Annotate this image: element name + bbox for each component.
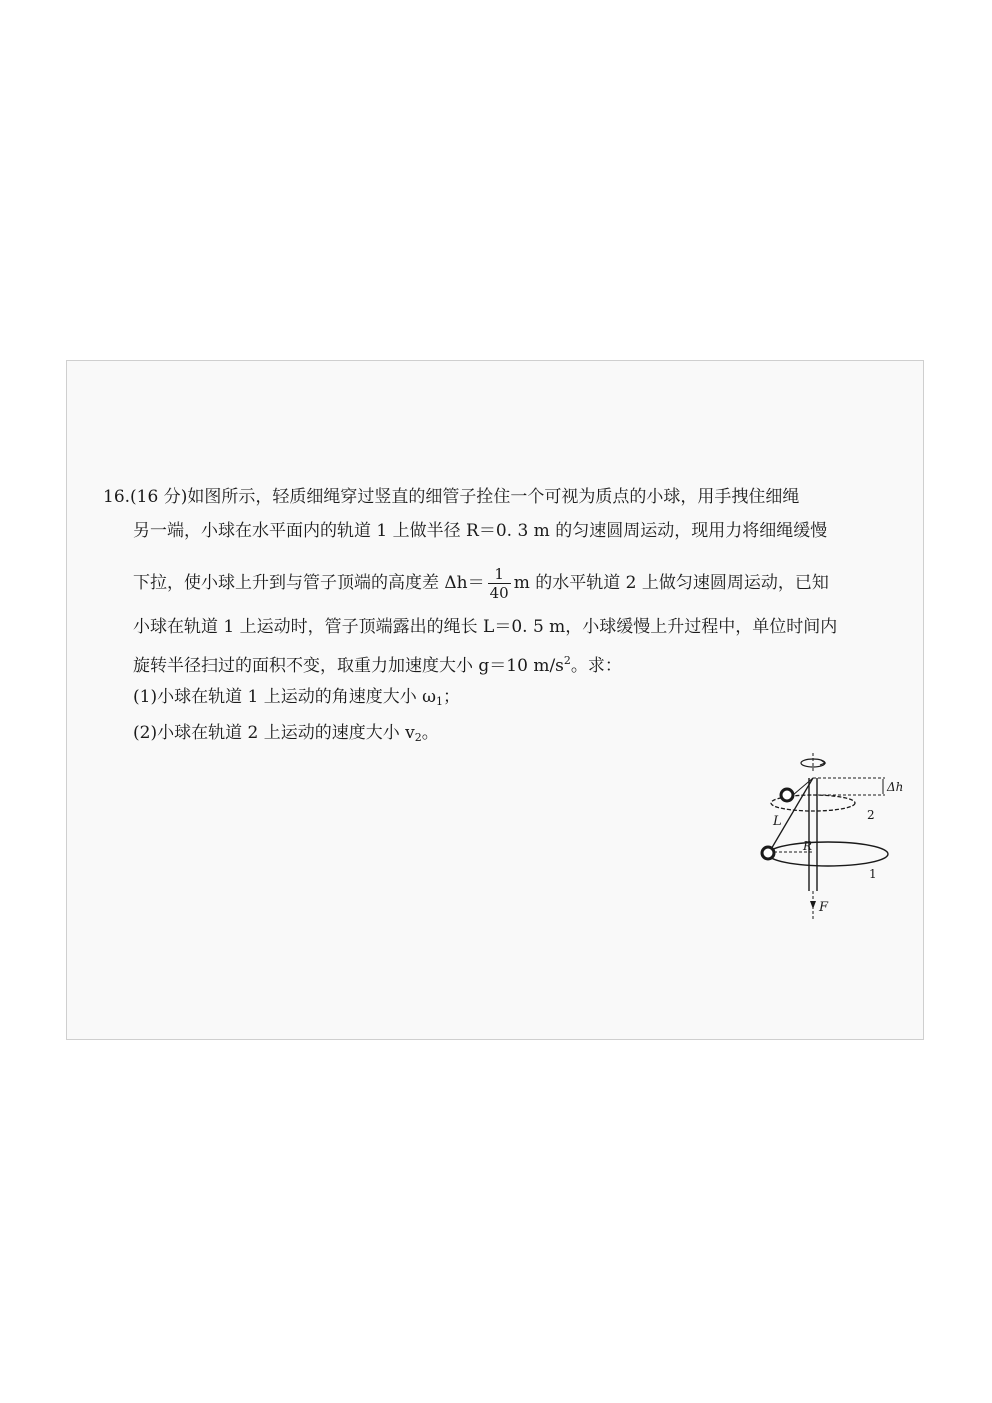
part-1-text: (1)小球在轨道 1 上运动的角速度大小 ω [133,687,436,707]
string-to-ball-2 [793,778,813,795]
part-1-subscript: 1 [435,695,443,708]
ball-orbit-1 [762,847,774,859]
label-F: F [819,900,829,915]
orbit-1 [768,842,888,866]
part-2 [133,721,439,750]
force-arrowhead [810,901,816,909]
label-dh: Δh [887,780,904,794]
question-line-1 [103,485,799,509]
part-2-text: (2)小球在轨道 2 上运动的速度大小 v [133,723,415,743]
question-card [66,360,924,1040]
label-R: R [803,839,813,853]
question-line-5 [133,649,622,678]
part-1-end: ； [442,687,460,707]
label-orbit-2: 2 [867,808,875,822]
exponent: 2 [563,654,571,667]
label-orbit-1: 1 [869,867,877,881]
question-score: (16 分) [130,487,188,507]
question-line-2: 另一端，小球在水平面内的轨道 1 上做半径 R＝0. 3 m 的匀速圆周运动，现用力将细绳缓慢 [133,521,828,541]
question-text-1: 如图所示，轻质细绳穿过竖直的细管子拴住一个可视为质点的小球，用手拽住细绳 [187,487,800,507]
question-text-5b: 。求： [570,656,622,676]
orbit-diagram [757,753,907,923]
part-2-subscript: 2 [414,731,422,744]
question-text-5a: 旋转半径扫过的面积不变，取重力加速度大小 g＝10 m/s [133,656,564,676]
question-line-3 [133,565,829,602]
label-L: L [773,814,782,829]
question-16 [67,361,923,1039]
question-line-4: 小球在轨道 1 上运动时，管子顶端露出的绳长 L＝0. 5 m，小球缓慢上升过程中，单位时间内 [133,617,838,637]
fraction-denominator: 40 [489,584,509,602]
part-1 [133,685,460,714]
part-2-end: 。 [421,723,439,743]
question-text-3b: m 的水平轨道 2 上做匀速圆周运动，已知 [513,573,829,593]
fraction-dh [488,565,511,602]
question-number: 16. [103,487,131,507]
ball-orbit-2 [781,789,793,801]
question-text-3a: 下拉，使小球上升到与管子顶端的高度差 Δh＝ [133,573,485,593]
fraction-numerator: 1 [488,565,511,584]
